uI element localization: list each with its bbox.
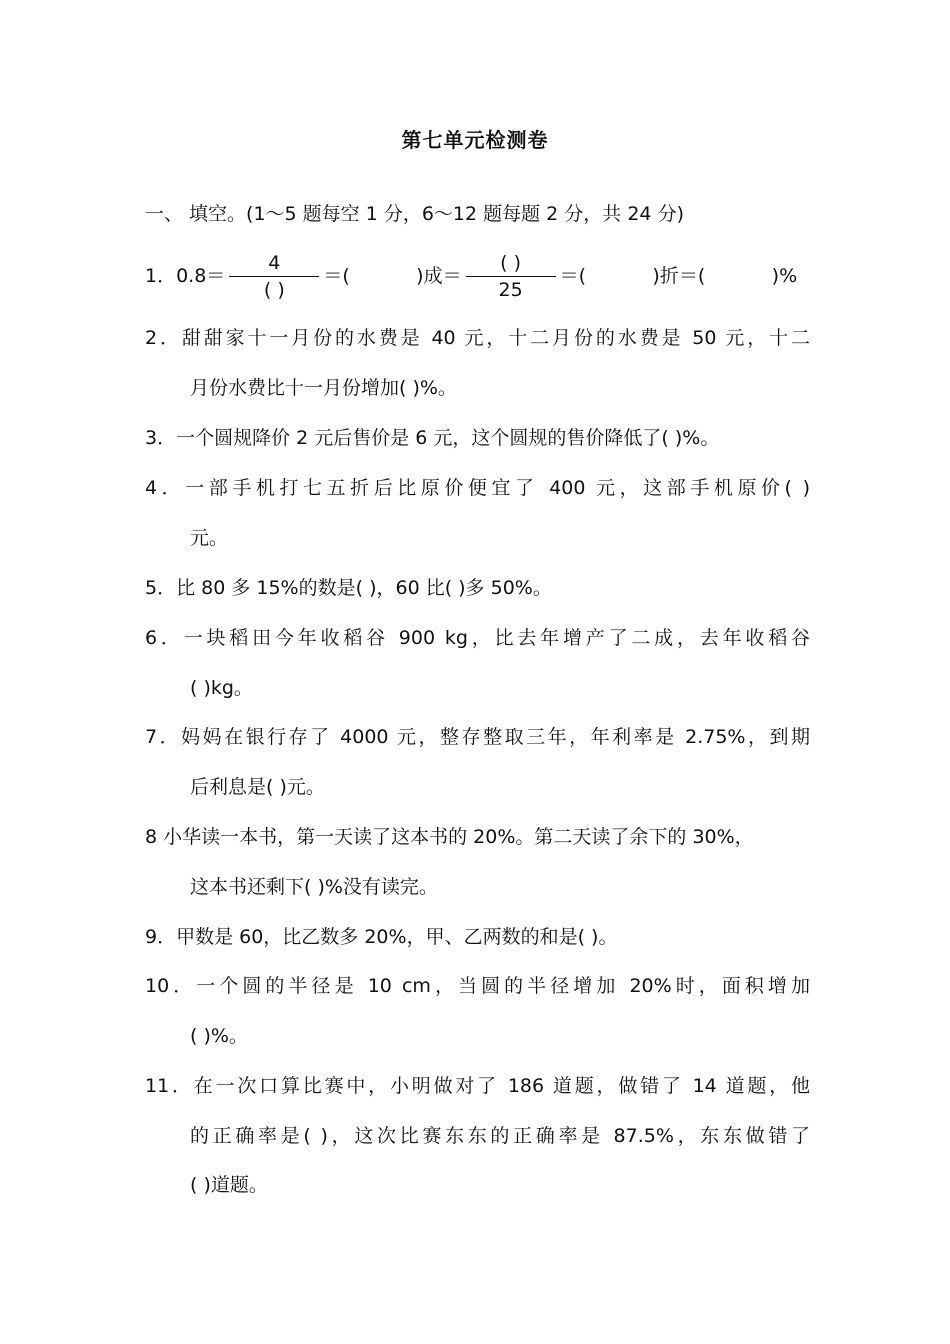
- page-title: 第七单元检测卷: [401, 128, 549, 152]
- fraction-1: [229, 250, 319, 303]
- question-10-line-1: 10．一个圆的半径是 10 cm，当圆的半径增加 20%时，面积增加: [145, 975, 810, 997]
- question-9: 9．甲数是 60，比乙数多 20%，甲、乙两数的和是( )。: [145, 926, 618, 948]
- q1-middle-1: ＝( )成＝: [323, 265, 462, 287]
- q1-middle-2: ＝( )折＝( )%: [559, 265, 798, 287]
- fraction-1-denominator: ( ): [263, 278, 285, 301]
- question-10-line-2: ( )%。: [190, 1025, 248, 1047]
- question-7-line-1: 7．妈妈在银行存了 4000 元，整存整取三年，年利率是 2.75%，到期: [145, 726, 810, 748]
- question-1: [145, 246, 810, 306]
- q1-prefix: 1．0.8＝: [145, 265, 226, 287]
- question-2-line-1: 2．甜甜家十一月份的水费是 40 元，十二月份的水费是 50 元，十二: [145, 327, 810, 349]
- question-6-line-2: ( )kg。: [190, 677, 253, 699]
- question-4-line-1: 4．一部手机打七五折后比原价便宜了 400 元，这部手机原价( ): [145, 477, 810, 499]
- fraction-2-denominator: 25: [498, 278, 523, 301]
- question-11-line-2: 的正确率是( )，这次比赛东东的正确率是 87.5%，东东做错了: [190, 1125, 810, 1147]
- section-heading: 一、 填空。(1～5 题每空 1 分，6～12 题每题 2 分，共 24 分): [145, 203, 684, 225]
- question-7-line-2: 后利息是( )元。: [190, 776, 325, 798]
- question-3: 3．一个圆规降价 2 元后售价是 6 元，这个圆规的售价降低了( )%。: [145, 427, 720, 449]
- fraction-2-numerator: ( ): [500, 251, 522, 274]
- question-8-line-2: 这本书还剩下( )%没有读完。: [190, 876, 438, 898]
- question-4-line-2: 元。: [190, 527, 229, 549]
- question-6-line-1: 6．一块稻田今年收稻谷 900 kg，比去年增产了二成，去年收稻谷: [145, 627, 810, 649]
- fraction-2: [466, 250, 556, 303]
- question-11-line-1: 11．在一次口算比赛中，小明做对了 186 道题，做错了 14 道题，他: [145, 1075, 810, 1097]
- question-5: 5．比 80 多 15%的数是( )，60 比( )多 50%。: [145, 577, 552, 599]
- question-11-line-3: ( )道题。: [190, 1174, 268, 1196]
- question-2-line-2: 月份水费比十一月份增加( )%。: [190, 377, 457, 399]
- fraction-1-numerator: 4: [268, 251, 281, 274]
- question-8-line-1: 8 小华读一本书，第一天读了这本书的 20%。第二天读了余下的 30%，: [145, 826, 754, 848]
